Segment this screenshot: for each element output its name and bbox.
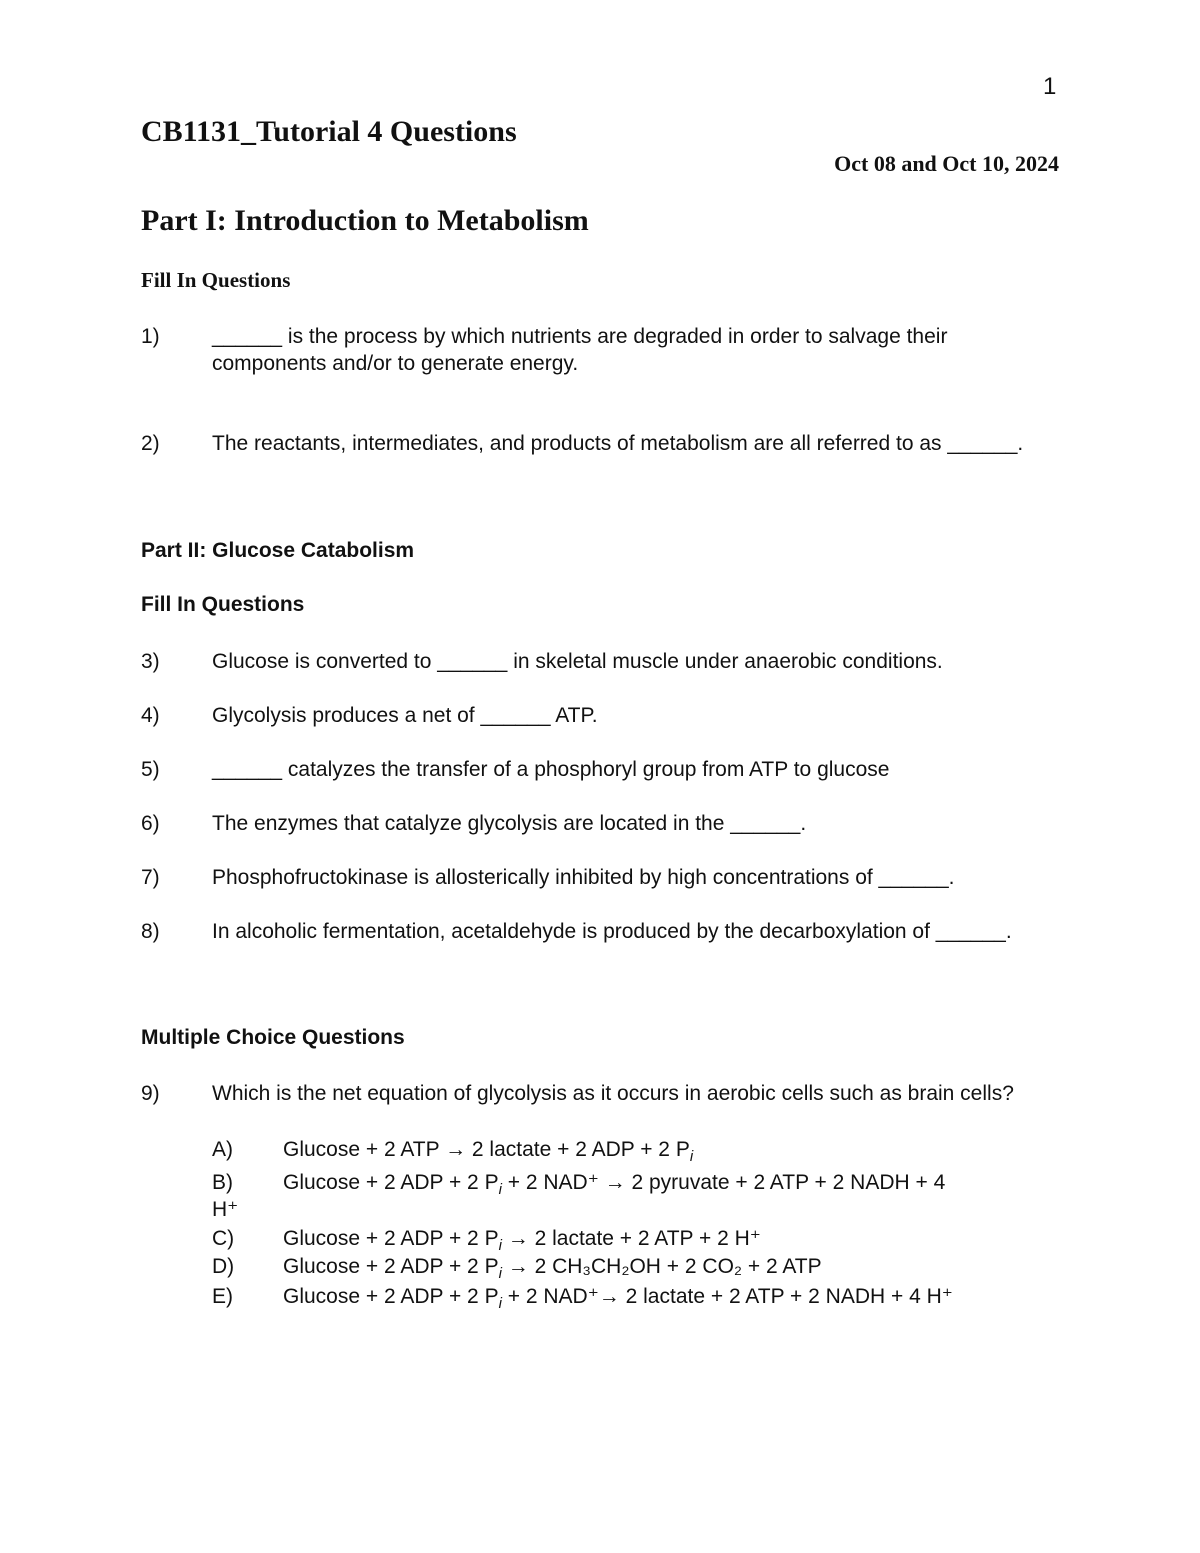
question-text: Phosphofructokinase is allosterically inhibited by high concentrations of ______. <box>212 866 955 889</box>
part1-heading: Part I: Introduction to Metabolism <box>141 204 589 237</box>
question-number: 5) <box>141 758 160 781</box>
option-letter: C) <box>212 1227 235 1250</box>
question-text: ______ catalyzes the transfer of a phosphoryl group from ATP to glucose <box>212 758 890 781</box>
page-number: 1 <box>1043 73 1057 100</box>
part1-subheading: Fill In Questions <box>141 268 291 292</box>
question-text: Which is the net equation of glycolysis as it occurs in aerobic cells such as brain cells? <box>212 1082 1014 1105</box>
option-letter: D) <box>212 1255 235 1278</box>
question-number: 2) <box>141 432 160 455</box>
part2-subheading: Fill In Questions <box>141 593 305 616</box>
mcq-heading: Multiple Choice Questions <box>141 1026 405 1049</box>
part2-heading: Part II: Glucose Catabolism <box>141 539 415 562</box>
option-letter: B) <box>212 1171 233 1194</box>
option-text-wrap: H⁺ <box>212 1198 239 1221</box>
option-text: Glucose + 2 ADP + 2 $P_i + 2$ NAD⁺→ 2 lactate + 2 ATP + 2 NADH + 4 H⁺ <box>283 1285 953 1313</box>
question-number: 9) <box>141 1082 160 1105</box>
question-9 <box>141 1080 1061 1107</box>
option-text: Glucose + 2 ADP + 2 $P_i \to 2$ lactate + 2 ATP + 2 H⁺ <box>283 1227 761 1255</box>
question-number: 4) <box>141 704 160 727</box>
option-text: Glucose + 2 ADP + 2 $P_i \to 2$ CH₃CH₂OH + 2 CO₂ + 2 ATP <box>283 1255 822 1283</box>
document-title: CB1131_Tutorial 4 Questions <box>141 115 517 148</box>
option-text: Glucose + 2 ATP → 2 lactate + 2 ADP + 2 $P_i$ <box>283 1138 694 1166</box>
option-text: Glucose + 2 ADP + 2 $P_i + 2$ NAD⁺ → 2 pyruvate + 2 ATP + 2 NADH + 4 <box>283 1171 946 1199</box>
question-text: Glycolysis produces a net of ______ ATP. <box>212 704 598 727</box>
question-number: 7) <box>141 866 160 889</box>
question-text: Glucose is converted to ______ in skeletal muscle under anaerobic conditions. <box>212 650 943 673</box>
question-number: 3) <box>141 650 160 673</box>
document-date: Oct 08 and Oct 10, 2024 <box>834 151 1059 176</box>
question-text: ______ is the process by which nutrients are degraded in order to salvage their components and/or to generate energy. <box>212 325 948 375</box>
question-text: The enzymes that catalyze glycolysis are located in the ______. <box>212 812 807 835</box>
question-text: The reactants, intermediates, and products of metabolism are all referred to as ______. <box>212 432 1024 455</box>
question-number: 1) <box>141 325 160 348</box>
question-number: 8) <box>141 920 160 943</box>
option-letter: E) <box>212 1285 233 1308</box>
option-letter: A) <box>212 1138 233 1161</box>
question-text: In alcoholic fermentation, acetaldehyde is produced by the decarboxylation of ______. <box>212 920 1012 943</box>
question-number: 6) <box>141 812 160 835</box>
